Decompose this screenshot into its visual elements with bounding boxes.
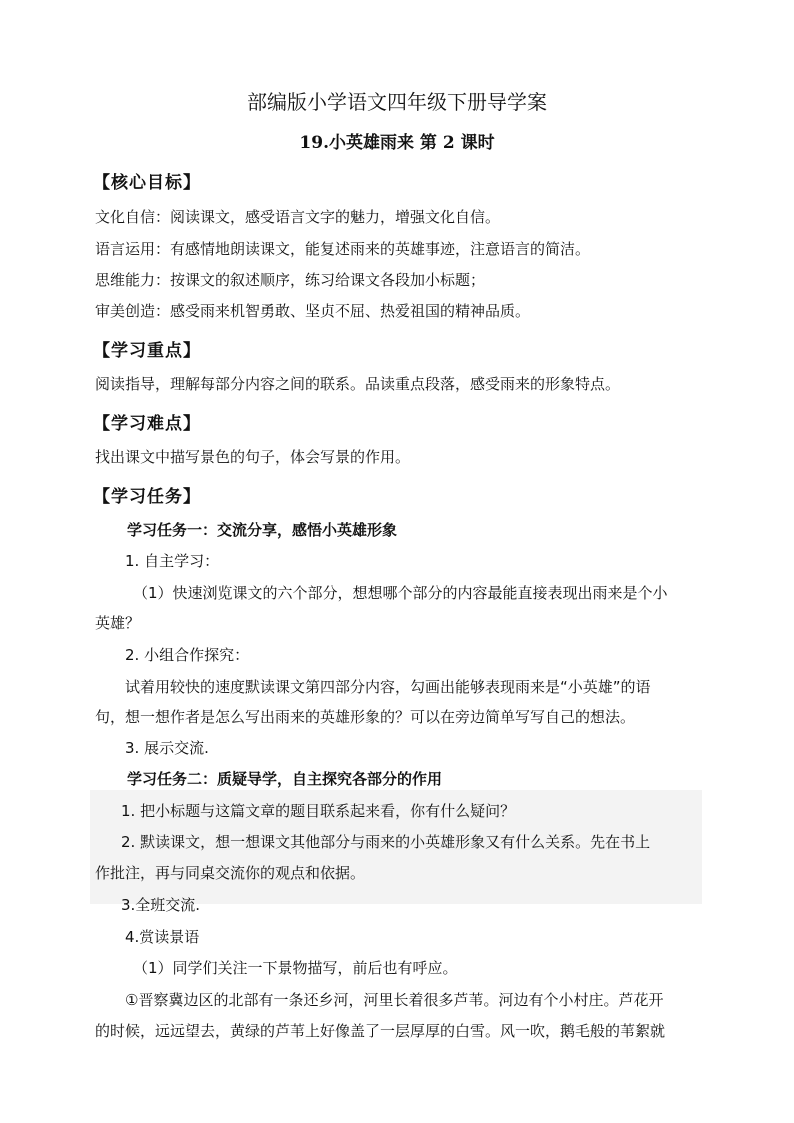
focus-text: 阅读指导，理解每部分内容之间的联系。品读重点段落，感受雨来的形象特点。 [95, 375, 621, 393]
goal-line-culture: 文化自信：阅读课文，感受语言文字的魅力，增强文化自信。 [95, 208, 501, 226]
task2-item2-line2: 作批注，再与同桌交流你的观点和依据。 [95, 864, 366, 882]
task1-step2-line1: 试着用较快的速度默读课文第四部分内容，勾画出能够表现雨来是“小英雄”的语 [125, 678, 651, 696]
task2-passage-line1: ①晋察冀边区的北部有一条还乡河，河里长着很多芦苇。河边有个小村庄。芦花开 [125, 991, 664, 1009]
goal-line-thinking: 思维能力：按课文的叙述顺序，练习给课文各段加小标题； [95, 271, 486, 289]
difficulty-heading: 【学习难点】 [93, 414, 201, 434]
tasks-heading: 【学习任务】 [93, 487, 201, 507]
difficulty-text: 找出课文中描写景色的句子，体会写景的作用。 [95, 448, 411, 466]
goal-line-language: 语言运用：有感情地朗读课文，能复述雨来的英雄事迹，注意语言的简洁。 [95, 240, 591, 258]
goal-line-aesthetic: 审美创造：感受雨来机智勇敢、坚贞不屈、热爱祖国的精神品质。 [95, 302, 531, 320]
document-title: 部编版小学语文四年级下册导学案 [247, 90, 547, 114]
task1-question1-line2: 英雄？ [95, 614, 141, 632]
task1-title: 学习任务一：交流分享，感悟小英雄形象 [127, 521, 398, 539]
task2-item4: 4.赏读景语 [125, 928, 200, 946]
task1-step2: 2. 小组合作探究： [125, 646, 250, 664]
task2-title: 学习任务二：质疑导学，自主探究各部分的作用 [127, 770, 443, 788]
task2-item2-line1: 2. 默读课文，想一想课文其他部分与雨来的小英雄形象又有什么关系。先在书上 [121, 833, 651, 851]
task2-passage-line2: 的时候，远远望去，黄绿的芦苇上好像盖了一层厚厚的白雪。风一吹，鹅毛般的苇絮就 [95, 1022, 666, 1040]
task1-step2-line2: 句，想一想作者是怎么写出雨来的英雄形象的？可以在旁边简单写写自己的想法。 [95, 708, 636, 726]
task2-item3: 3.全班交流. [121, 896, 201, 914]
lesson-subtitle: 19.小英雄雨来 第 2 课时 [299, 133, 495, 153]
task2-item1: 1. 把小标题与这篇文章的题目联系起来看，你有什么疑问？ [121, 802, 516, 820]
task1-step3: 3. 展示交流. [125, 739, 209, 757]
focus-heading: 【学习重点】 [93, 341, 201, 361]
task1-question1-line1: （1）快速浏览课文的六个部分，想想哪个部分的内容最能直接表现出雨来是个小 [133, 584, 668, 602]
task1-step1: 1. 自主学习： [125, 552, 220, 570]
task2-item4-question1: （1）同学们关注一下景物描写，前后也有呼应。 [133, 959, 458, 977]
goals-heading: 【核心目标】 [93, 173, 201, 193]
